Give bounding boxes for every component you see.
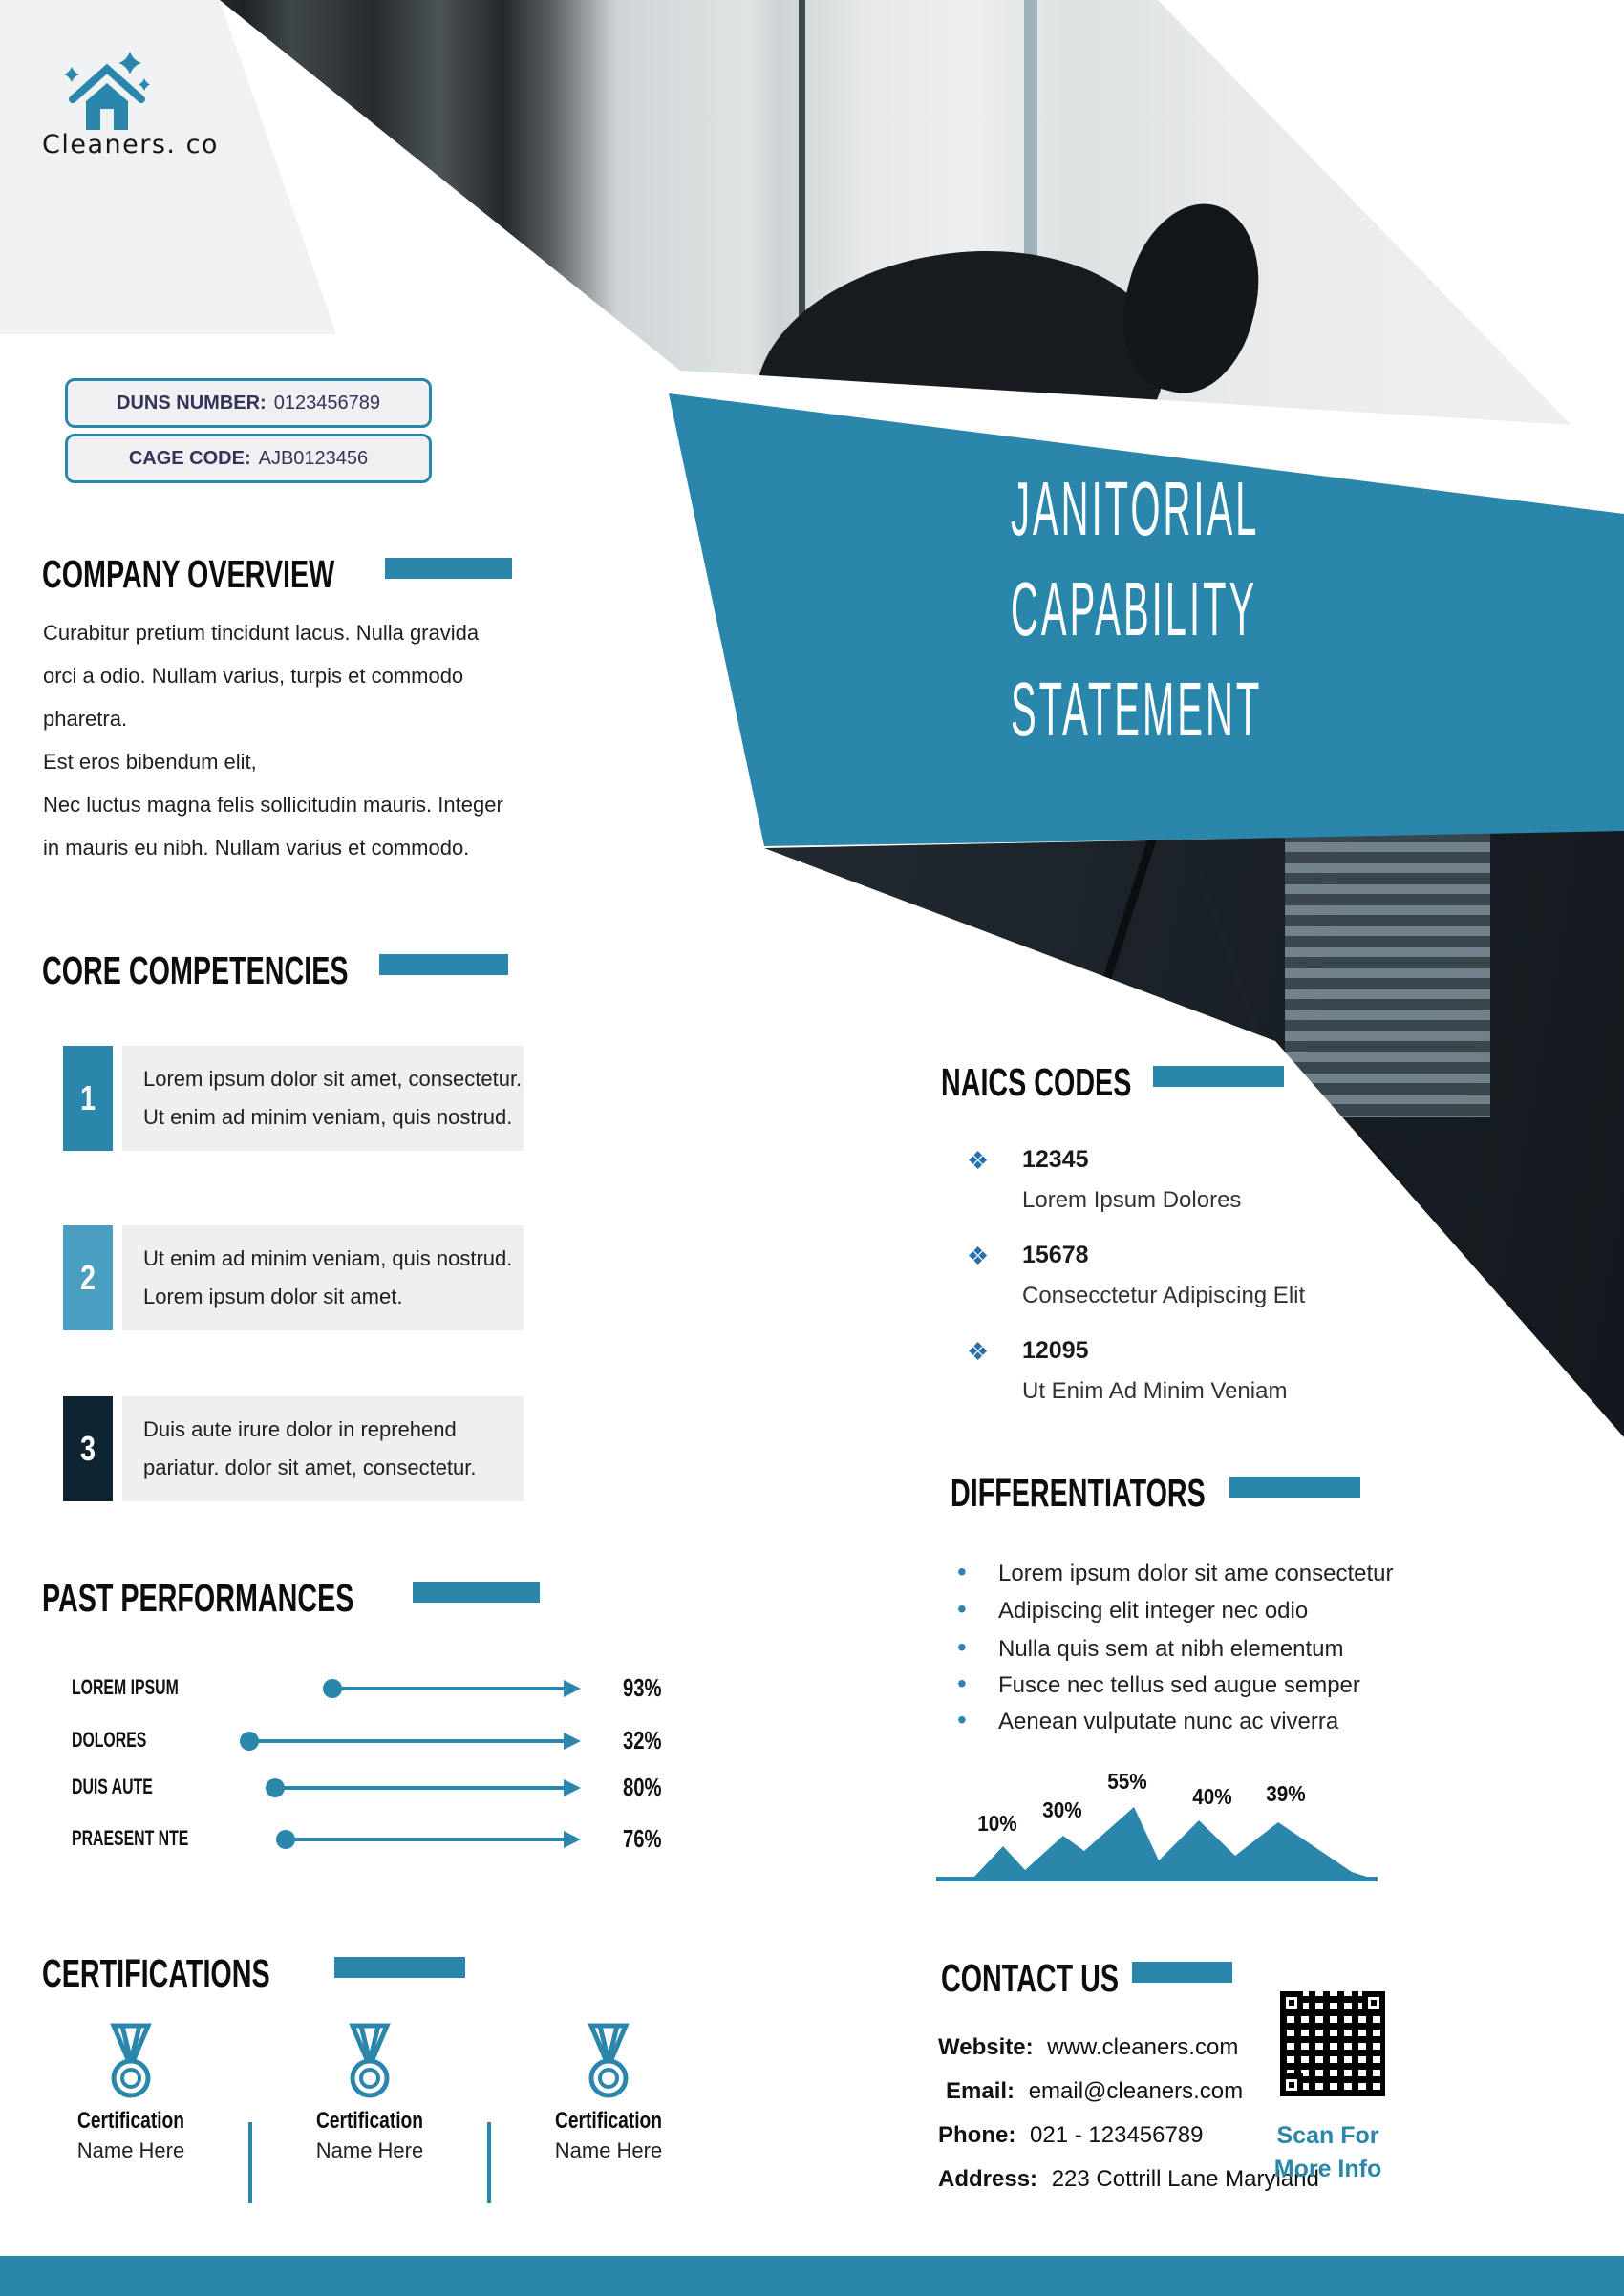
banner-title-line-2: CAPABILITY: [1011, 566, 1258, 651]
competency-number-1: 1: [63, 1046, 113, 1151]
naics-desc-3: Ut Enim Ad Minim Veniam: [1022, 1378, 1288, 1404]
performance-arrow-3: [229, 1775, 592, 1800]
contact-us-heading: CONTACT US: [941, 1956, 1120, 2000]
address-value: 223 Cottrill Lane Maryland: [1051, 2166, 1319, 2192]
past-performances-heading: PAST PERFORMANCES: [42, 1576, 354, 1620]
medal-icon: [101, 2023, 160, 2103]
diamond-bullet-icon: ❖: [967, 1242, 990, 1270]
qr-finder-top-right: [1362, 1991, 1385, 2014]
duns-value: 0123456789: [273, 392, 380, 414]
footer-bar: [0, 2256, 1624, 2296]
website-label: Website:: [938, 2034, 1034, 2060]
naics-desc-2: Consecctetur Adipiscing Elit: [1022, 1283, 1306, 1308]
chart-label-2: 30%: [1042, 1797, 1082, 1822]
qr-caption-line-1: Scan For: [1276, 2122, 1379, 2149]
company-overview-heading: COMPANY OVERVIEW: [42, 552, 335, 596]
company-overview-bar: [385, 558, 512, 579]
core-competencies-bar: [379, 954, 508, 975]
performance-value-4: 76%: [623, 1824, 662, 1853]
certifications-bar: [334, 1957, 465, 1978]
cage-label: CAGE CODE:: [128, 447, 251, 469]
performance-value-2: 32%: [623, 1726, 662, 1754]
duns-number-box: [65, 378, 432, 428]
address-label: Address:: [938, 2166, 1038, 2192]
overview-line: Curabitur pretium tincidunt lacus. Nulla gravida: [43, 621, 480, 645]
competency-number-3: 3: [63, 1396, 113, 1501]
cage-code-box: [65, 434, 432, 483]
phone-label: Phone:: [938, 2122, 1016, 2148]
performance-label-4: PRAESENT NTE: [72, 1826, 189, 1850]
company-overview-paragraph: [43, 611, 540, 869]
performance-label-3: DUIS AUTE: [72, 1775, 153, 1798]
past-performances-bar: [413, 1582, 540, 1603]
chart-label-1: 10%: [977, 1811, 1017, 1836]
differentiator-item-1: Lorem ipsum dolor sit ame consectetur: [998, 1561, 1394, 1586]
chart-label-4: 40%: [1192, 1784, 1232, 1809]
contact-email-row: [946, 2078, 1243, 2105]
competency-text: Ut enim ad minim veniam, quis nostrud.: [143, 1105, 513, 1129]
differentiators-bar: [1229, 1477, 1360, 1498]
dot-bullet-icon: •: [957, 1705, 967, 1734]
overview-line: pharetra.: [43, 707, 128, 731]
overview-line: in mauris eu nibh. Nullam varius et commodo.: [43, 836, 470, 860]
contact-website-row: [938, 2034, 1238, 2061]
naics-code-3: 12095: [1022, 1337, 1089, 1364]
website-value: www.cleaners.com: [1047, 2034, 1239, 2060]
certification-column-1: [40, 2023, 222, 2163]
logo-text: Cleaners. co: [42, 130, 219, 159]
diamond-bullet-icon: ❖: [967, 1337, 990, 1366]
performance-arrow-4: [229, 1827, 592, 1852]
certification-title: Certification: [315, 2108, 423, 2134]
core-competencies-heading: CORE COMPETENCIES: [42, 948, 349, 992]
phone-value: 021 - 123456789: [1030, 2122, 1204, 2148]
differentiator-item-3: Nulla quis sem at nibh elementum: [998, 1636, 1344, 1662]
medal-icon: [340, 2023, 399, 2103]
naics-codes-bar: [1153, 1066, 1284, 1087]
banner-title-line-1: JANITORIAL: [1011, 466, 1260, 551]
certification-title: Certification: [554, 2108, 662, 2134]
certifications-heading: CERTIFICATIONS: [42, 1951, 270, 1995]
performance-value-1: 93%: [623, 1673, 662, 1702]
dot-bullet-icon: •: [957, 1669, 967, 1698]
competency-text: Ut enim ad minim veniam, quis nostrud.: [143, 1246, 513, 1270]
certification-column-3: [518, 2023, 699, 2163]
medal-icon: [579, 2023, 638, 2103]
performance-value-3: 80%: [623, 1773, 662, 1801]
differentiators-heading: DIFFERENTIATORS: [951, 1471, 1206, 1515]
competency-number-2: 2: [63, 1225, 113, 1330]
dot-bullet-icon: •: [957, 1632, 967, 1662]
certification-title: Certification: [76, 2108, 184, 2134]
qr-finder-bottom-left: [1280, 2073, 1303, 2096]
certification-name: Name Here: [554, 2138, 663, 2162]
naics-codes-heading: NAICS CODES: [941, 1060, 1132, 1104]
banner-title: [1011, 458, 1514, 759]
dot-bullet-icon: •: [957, 1594, 967, 1624]
competency-item-1: [122, 1046, 524, 1151]
chart-label-5: 39%: [1266, 1781, 1306, 1806]
naics-code-1: 12345: [1022, 1146, 1089, 1173]
diamond-bullet-icon: ❖: [967, 1146, 990, 1175]
certification-divider: [487, 2122, 491, 2203]
differentiator-item-4: Fusce nec tellus sed augue semper: [998, 1672, 1360, 1698]
overview-line: orci a odio. Nullam varius, turpis et commodo: [43, 664, 464, 688]
chart-label-3: 55%: [1107, 1769, 1147, 1794]
competency-item-3: [122, 1396, 524, 1501]
competency-text: pariatur. dolor sit amet, consectetur.: [143, 1456, 477, 1479]
certification-name: Name Here: [76, 2138, 185, 2162]
banner-title-line-3: STATEMENT: [1011, 667, 1263, 752]
overview-line: Est eros bibendum elit,: [43, 750, 257, 774]
competency-text: Lorem ipsum dolor sit amet, consectetur.: [143, 1067, 523, 1091]
competency-text: Duis aute irure dolor in reprehend: [143, 1417, 457, 1441]
qr-caption-line-2: More Info: [1273, 2156, 1382, 2182]
competency-text: Lorem ipsum dolor sit amet.: [143, 1285, 403, 1308]
dot-bullet-icon: •: [957, 1557, 967, 1586]
performance-label-1: LOREM IPSUM: [72, 1675, 179, 1699]
duns-label: DUNS NUMBER:: [117, 392, 267, 414]
naics-code-2: 15678: [1022, 1242, 1089, 1268]
overview-line: Nec luctus magna felis sollicitudin mauris. Integer: [43, 793, 503, 817]
window-blinds: [1285, 821, 1490, 1117]
contact-us-bar: [1132, 1962, 1232, 1983]
certification-name: Name Here: [315, 2138, 424, 2162]
qr-code: [1280, 1991, 1385, 2096]
email-value: email@cleaners.com: [1028, 2078, 1244, 2104]
certification-column-2: [279, 2023, 460, 2163]
certification-divider: [248, 2122, 252, 2203]
differentiator-item-5: Aenean vulputate nunc ac viverra: [998, 1709, 1339, 1734]
naics-desc-1: Lorem Ipsum Dolores: [1022, 1187, 1242, 1213]
cage-value: AJB0123456: [258, 447, 369, 469]
email-label: Email:: [946, 2078, 1015, 2104]
performance-arrow-1: [229, 1676, 592, 1701]
qr-finder-top-left: [1280, 1991, 1303, 2014]
differentiator-item-2: Adipiscing elit integer nec odio: [998, 1598, 1309, 1624]
contact-phone-row: [938, 2122, 1204, 2149]
performance-arrow-2: [229, 1729, 592, 1754]
competency-item-2: [122, 1225, 524, 1330]
performance-label-2: DOLORES: [72, 1728, 147, 1752]
